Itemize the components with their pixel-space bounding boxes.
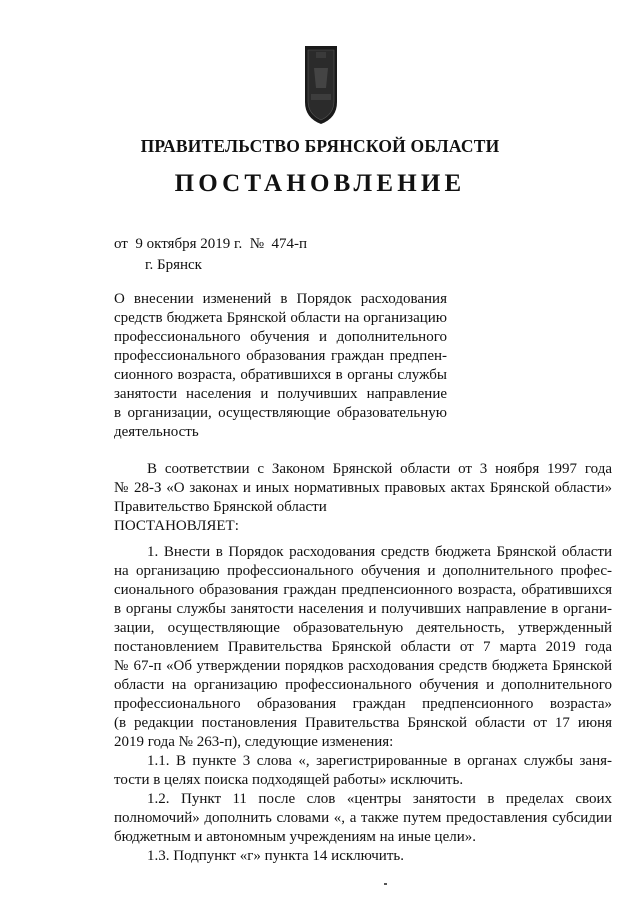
body-line: № 67-п «Об утверждении порядков расходования средств бюджета Брянской [114, 658, 612, 674]
preamble-line: № 28-З «О законах и иных нормативных правовых актах Брянской области» [114, 480, 612, 496]
subject-line: средств бюджета Брянской области на организацию [114, 310, 447, 326]
preamble-line: ПОСТАНОВЛЯЕТ: [114, 518, 239, 534]
body-line: постановлением Правительства Брянской области от 7 марта 2019 года [114, 639, 612, 655]
decree-dateline: от 9 октября 2019 г. № 474-п [114, 236, 308, 252]
subject-line: сионного возраста, обратившихся в органы службы [114, 367, 447, 383]
subject-line: О внесении изменений в Порядок расходования [114, 291, 447, 307]
body-line: (в редакции постановления Правительства Брянской области от 17 июня [114, 715, 612, 731]
body-line: сионального образования граждан предпенсионного возраста, обратившихся [114, 582, 612, 598]
subject-line: деятельность [114, 424, 199, 440]
body-line: полномочий» дополнить словами «, а также путем предоставления субсидии [114, 810, 612, 826]
body-line: бюджетным и автономным учреждениям на иные цели». [114, 829, 476, 845]
body-line: 1.3. Подпункт «г» пункта 14 исключить. [147, 848, 404, 864]
preamble-line: Правительство Брянской области [114, 499, 327, 515]
decree-subject [114, 290, 447, 442]
subject-line: профессионального обучения и дополнительного [114, 329, 447, 345]
body-line: области на организацию профессионального обучения и дополнительного [114, 677, 612, 693]
decree-body [114, 543, 612, 866]
government-title: ПРАВИТЕЛЬСТВО БРЯНСКОЙ ОБЛАСТИ [140, 136, 500, 156]
body-line: 1.1. В пункте 3 слова «, зарегистрированные в органах службы заня- [147, 753, 612, 769]
decree-city: г. Брянск [145, 257, 202, 273]
document-type-heading: ПОСТАНОВЛЕНИЕ [174, 170, 466, 197]
body-line: тости в целях поиска подходящей работы» исключить. [114, 772, 464, 788]
body-line: 2019 года № 263-п), следующие изменения: [114, 734, 394, 750]
decree-preamble [114, 460, 612, 536]
body-line: 1.2. Пункт 11 после слов «центры занятости в пределах своих [147, 791, 612, 807]
subject-line: в организации, осуществляющие образовательную [114, 405, 447, 421]
scan-speck [384, 883, 387, 885]
body-line: на организацию профессионального обучения и дополнительного профес- [114, 563, 612, 579]
subject-line: профессионального образования граждан предпен- [114, 348, 447, 364]
body-line: профессионального образования граждан предпенсионного возраста» [114, 696, 612, 712]
body-line: зации, осуществляющие образовательную деятельность, утвержденный [114, 620, 612, 636]
body-line: 1. Внести в Порядок расходования средств бюджета Брянской области [147, 544, 612, 560]
body-line: в органы службы занятости населения и получивших направление в органи- [114, 601, 612, 617]
coat-of-arms-emblem [299, 44, 343, 126]
preamble-line: В соответствии с Законом Брянской области от 3 ноября 1997 года [147, 461, 612, 477]
subject-line: занятости населения и получивших направление [114, 386, 447, 402]
